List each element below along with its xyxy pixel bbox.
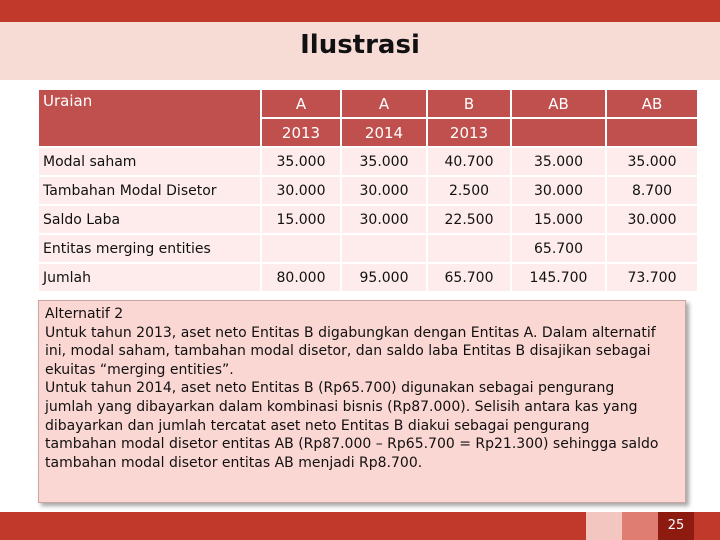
page-number: 25: [667, 518, 685, 533]
table-row: [39, 264, 697, 291]
equity-table: [37, 88, 699, 293]
table-cell: 35.000: [512, 148, 605, 175]
table-cell: 95.000: [342, 264, 426, 291]
table-row: [39, 235, 697, 262]
column-header-entity: B: [428, 90, 510, 117]
table-cell: 35.000: [607, 148, 697, 175]
explanation-box: [38, 300, 686, 503]
column-header-year: 2014: [342, 119, 426, 146]
table-cell: 40.700: [428, 148, 510, 175]
table-row: [39, 148, 697, 175]
table-cell: [342, 235, 426, 262]
column-header-entity: A: [342, 90, 426, 117]
table-cell: 30.000: [342, 206, 426, 233]
row-label: Tambahan Modal Disetor: [39, 177, 260, 204]
column-header-entity: AB: [607, 90, 697, 117]
table-cell: [607, 235, 697, 262]
table-cell: 145.700: [512, 264, 605, 291]
column-header-year: [607, 119, 697, 146]
table-cell: 73.700: [607, 264, 697, 291]
column-header-year: 2013: [428, 119, 510, 146]
note-heading: Alternatif 2: [45, 306, 124, 322]
column-header-year: 2013: [262, 119, 340, 146]
footer-block-light: [586, 512, 622, 540]
table-cell: 8.700: [607, 177, 697, 204]
column-header-entity: AB: [512, 90, 605, 117]
table-cell: 2.500: [428, 177, 510, 204]
note-line: Untuk tahun 2013, aset neto Entitas B digabungkan dengan Entitas A. Dalam alternatif: [45, 324, 656, 341]
table-row: [39, 177, 697, 204]
table-cell: 30.000: [342, 177, 426, 204]
table-cell: [428, 235, 510, 262]
table-cell: [262, 235, 340, 262]
column-header-entity: A: [262, 90, 340, 117]
row-label: Entitas merging entities: [39, 235, 260, 262]
table-cell: 65.700: [512, 235, 605, 262]
column-header-year: [512, 119, 605, 146]
note-line: dibayarkan dan jumlah tercatat aset neto Entitas B diakui sebagai pengurang: [45, 417, 590, 434]
table-cell: 22.500: [428, 206, 510, 233]
column-header-uraian: Uraian: [39, 90, 260, 146]
table-cell: 35.000: [342, 148, 426, 175]
table-cell: 30.000: [262, 177, 340, 204]
top-accent-bar: [0, 0, 720, 22]
slide-title: Ilustrasi: [300, 30, 420, 60]
table-cell: 80.000: [262, 264, 340, 291]
note-line: ini, modal saham, tambahan modal disetor, dan saldo laba Entitas B disajikan sebagai: [45, 343, 651, 360]
table-cell: 15.000: [262, 206, 340, 233]
table-header-row: [39, 90, 697, 117]
note-line: tambahan modal disetor entitas AB menjadi Rp8.700.: [45, 454, 423, 471]
table-cell: 65.700: [428, 264, 510, 291]
note-line: jumlah yang dibayarkan dalam kombinasi bisnis (Rp87.000). Selisih antara kas yang: [45, 398, 638, 415]
table-cell: 15.000: [512, 206, 605, 233]
table-cell: 30.000: [512, 177, 605, 204]
note-line: Untuk tahun 2014, aset neto Entitas B (Rp65.700) digunakan sebagai pengurang: [45, 380, 615, 397]
table-cell: 35.000: [262, 148, 340, 175]
row-label: Modal saham: [39, 148, 260, 175]
table-row: [39, 206, 697, 233]
note-line: tambahan modal disetor entitas AB (Rp87.000 – Rp65.700 = Rp21.300) sehingga saldo: [45, 436, 659, 453]
row-label: Saldo Laba: [39, 206, 260, 233]
row-label: Jumlah: [39, 264, 260, 291]
footer-block-mid: [622, 512, 658, 540]
note-line: ekuitas “merging entities”.: [45, 361, 234, 378]
table-cell: 30.000: [607, 206, 697, 233]
